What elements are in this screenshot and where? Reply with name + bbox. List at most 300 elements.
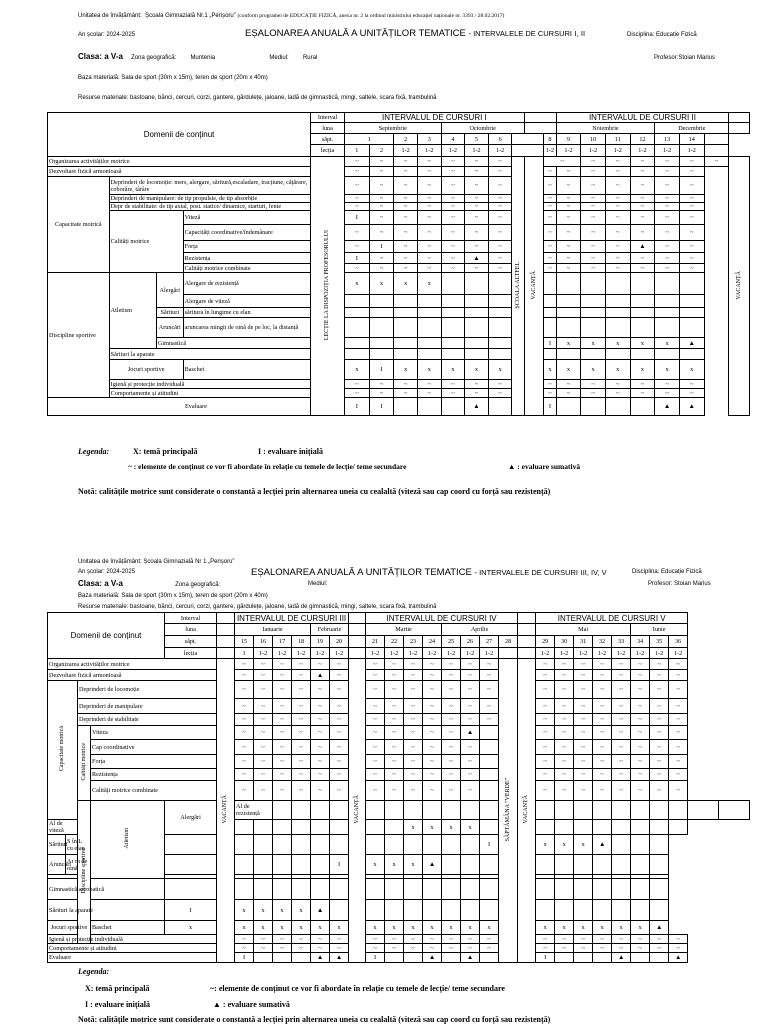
mark-cell [311, 879, 330, 900]
mark-cell [311, 855, 330, 875]
row-comport [48, 389, 750, 398]
mark-cell [254, 820, 273, 835]
mark-cell: ~ [679, 177, 704, 195]
mark-cell [345, 295, 370, 308]
row-label-alvit: Alergare de viteză [183, 295, 310, 308]
row-label-alrez: Alergare de rezistență [183, 273, 310, 295]
mark-cell: ~ [394, 241, 418, 253]
subtitle-text: - INTERVALELE DE CURSURI [468, 29, 572, 38]
lesson-cell: 1-2 [423, 648, 442, 659]
mark-cell: ~ [369, 177, 394, 195]
mark-cell: x [536, 921, 555, 935]
mark-cell: ~ [273, 935, 292, 944]
mark-cell: ~ [311, 755, 330, 769]
mark-cell: ~ [574, 726, 593, 740]
mark-cell: ~ [465, 389, 489, 398]
mark-cell: x [330, 921, 349, 935]
mark-cell: ~ [480, 714, 499, 726]
lesson-cell: 1-2 [441, 145, 465, 157]
mark-cell [330, 801, 349, 820]
mark-cell: x [605, 338, 630, 349]
mark-cell: ~ [417, 264, 441, 273]
mark-cell [254, 879, 273, 900]
row-label-saritl: săritura în lungime cu elan [183, 308, 310, 318]
month-may: Mai [536, 624, 631, 636]
lesson-cell: 1-2 [669, 648, 688, 659]
mark-cell [536, 801, 555, 820]
week-number: 31 [574, 636, 593, 648]
header-row [48, 613, 750, 624]
mark-cell: ▲ [311, 953, 330, 963]
week-number: 1 [345, 134, 394, 145]
row-label-coord: Capacități coordinative/îndemânare [183, 225, 310, 241]
mark-cell: ~ [441, 253, 465, 264]
mark-cell: ~ [330, 699, 349, 714]
lesson-cell: 1 [345, 145, 370, 157]
mark-cell: x [630, 360, 655, 380]
mark-cell: ~ [235, 659, 254, 670]
mark-cell [605, 308, 630, 318]
mark-cell [581, 349, 606, 360]
mark-cell [605, 318, 630, 338]
mark-cell: ▲ [655, 398, 680, 416]
material-resources-2: Resurse materiale: bastoane, bănci, cercuri, corzi, gantere, gărdulețe, jaloane, ladă de gimnastică, mingi, saltele, scara fixă, trambulină [78, 604, 437, 610]
mark-cell [345, 349, 370, 360]
mark-cell: ~ [593, 659, 612, 670]
mark-cell: ~ [669, 670, 688, 681]
mark-cell: I [369, 398, 394, 416]
row-loco [48, 177, 750, 195]
mark-cell: ~ [605, 203, 630, 211]
mark-cell: I [369, 360, 394, 380]
mark-cell: ~ [650, 726, 669, 740]
mark-cell: ~ [292, 681, 311, 699]
mark-cell: ~ [394, 177, 418, 195]
mark-cell [366, 900, 385, 921]
mark-cell: ~ [581, 195, 606, 203]
mark-cell: ~ [273, 670, 292, 681]
mark-cell: ~ [631, 944, 650, 953]
mark-cell: ~ [480, 699, 499, 714]
mark-cell: ~ [612, 659, 631, 670]
week-number: 32 [593, 636, 612, 648]
gap-cell [349, 636, 366, 648]
lesson-cell: 1-2 [273, 648, 292, 659]
mark-cell [366, 820, 385, 835]
lesson-cell: 1-2 [544, 145, 556, 157]
lesson-cell: 1-2 [605, 145, 630, 157]
mark-cell: ~ [593, 714, 612, 726]
mark-cell: ~ [630, 389, 655, 398]
legend-label-1: Legenda: [78, 447, 110, 456]
mark-cell [442, 879, 461, 900]
mark-cell: ~ [292, 935, 311, 944]
lesson-cell: 1-2 [593, 648, 612, 659]
title-text-2: EȘALONAREA ANUALĂ A UNITĂȚILOR TEMATICE [251, 567, 472, 578]
note-1: Notă: calitățile motrice sunt considerate o constantă a lecției prin alternarea uneia cu cealaltă (viteză sau cap coord cu forță sau rezistență) [78, 487, 551, 496]
mark-cell: ~ [650, 699, 669, 714]
mark-cell: ▲ [423, 855, 442, 875]
row-comb [48, 781, 750, 801]
mark-cell: ~ [394, 380, 418, 389]
mark-cell: ~ [311, 726, 330, 740]
row-org [48, 659, 750, 670]
mark-cell [292, 835, 311, 855]
mark-cell: ~ [630, 225, 655, 241]
mark-cell: ~ [441, 264, 465, 273]
mark-cell: ~ [345, 380, 370, 389]
mark-cell: ~ [345, 225, 370, 241]
row-label-comb: Calități motrice combinate [91, 781, 217, 801]
row-label-viteza: Viteza [91, 726, 217, 740]
mark-cell: ▲ [330, 953, 349, 963]
mark-cell [417, 308, 441, 318]
mark-cell [273, 855, 292, 875]
mark-cell: ~ [544, 264, 556, 273]
mark-cell: ~ [655, 253, 680, 264]
mark-cell: ~ [605, 264, 630, 273]
week-number: 6 [488, 134, 512, 145]
mark-cell: ~ [704, 157, 729, 167]
mark-cell [679, 318, 704, 338]
mark-cell: x [404, 855, 423, 875]
mark-cell [480, 781, 499, 801]
mark-cell: x [442, 921, 461, 935]
week-number: 26 [461, 636, 480, 648]
mark-cell: ~ [235, 935, 254, 944]
mark-cell: ~ [581, 177, 606, 195]
gap-cell [518, 624, 536, 636]
mark-cell: ▲ [311, 900, 330, 921]
mark-cell [423, 879, 442, 900]
mark-cell: ~ [235, 726, 254, 740]
mark-cell [556, 398, 581, 416]
mark-cell: ~ [488, 380, 512, 389]
mark-cell [345, 338, 370, 349]
week-number: 29 [536, 636, 555, 648]
mark-cell: ~ [442, 781, 461, 801]
lesson-cell: 1-2 [655, 145, 680, 157]
legend-sum-1: ▲ : evaluare sumativă [508, 462, 581, 471]
mark-cell: ~ [605, 380, 630, 389]
mark-cell: ~ [655, 241, 680, 253]
mark-cell [394, 295, 418, 308]
mark-cell: ~ [330, 726, 349, 740]
mark-cell [650, 820, 669, 835]
mark-cell [461, 801, 480, 820]
week-label: săpt. [165, 636, 217, 648]
row-label-alrez: Al de rezistență [235, 801, 273, 820]
mark-cell [555, 820, 574, 835]
running-label: Alergări [156, 273, 183, 308]
mark-cell [366, 801, 385, 820]
mark-cell: ~ [235, 681, 254, 699]
mark-cell: ~ [417, 380, 441, 389]
domains-header: Domenii de conținut [48, 613, 165, 659]
lesson-cell: 1-2 [630, 145, 655, 157]
mark-cell [292, 953, 311, 963]
mark-cell [404, 801, 423, 820]
throws-label: Aruncări [48, 855, 66, 875]
lesson-cell: 1-2 [581, 145, 606, 157]
mark-cell: ~ [345, 264, 370, 273]
row-label-baschet: Baschet [91, 921, 165, 935]
mark-cell: ~ [544, 211, 556, 225]
mark-cell [555, 900, 574, 921]
mark-cell: x [631, 921, 650, 935]
row-alrez [48, 801, 750, 820]
mark-cell: ~ [273, 769, 292, 781]
mark-cell [630, 349, 655, 360]
mark-cell [369, 349, 394, 360]
mark-cell [254, 835, 273, 855]
mark-cell: ~ [480, 670, 499, 681]
mark-cell: ~ [404, 781, 423, 801]
subtitle-text-2: - INTERVALELE DE CURSURI [474, 568, 578, 577]
mark-cell: ~ [394, 253, 418, 264]
mark-cell [679, 295, 704, 308]
row-dezv [48, 167, 750, 177]
mark-cell [235, 835, 254, 855]
mark-cell: ~ [417, 253, 441, 264]
mark-cell: ▲ [630, 241, 655, 253]
mark-cell: ~ [556, 264, 581, 273]
mark-cell: ~ [581, 389, 606, 398]
mark-cell: x [488, 360, 512, 380]
mark-cell: x [273, 921, 292, 935]
mark-cell [612, 820, 631, 835]
mark-cell: ~ [612, 670, 631, 681]
mark-cell [254, 953, 273, 963]
mark-cell: x [536, 835, 555, 855]
mark-cell: ~ [488, 195, 512, 203]
mark-cell [631, 953, 650, 963]
row-label-gimn: Gimnastică acrobatică [48, 879, 165, 900]
mark-cell: ▲ [650, 921, 669, 935]
mark-cell [612, 835, 631, 855]
mark-cell: ~ [480, 935, 499, 944]
month-nov: Noiembrie [556, 123, 655, 134]
mark-cell [488, 318, 512, 338]
mark-cell: ~ [394, 195, 418, 203]
mark-cell: ~ [366, 769, 385, 781]
mark-cell: ~ [369, 157, 394, 167]
mark-cell: ~ [441, 167, 465, 177]
mark-cell: ▲ [679, 398, 704, 416]
mark-cell [369, 308, 394, 318]
mark-cell: ~ [612, 699, 631, 714]
mark-cell [488, 398, 512, 416]
title-text: EȘALONAREA ANUALĂ A UNITĂȚILOR TEMATICE [245, 28, 466, 39]
mark-cell: ~ [442, 740, 461, 755]
lesson-label: lecția [165, 648, 217, 659]
month-dec: Decembrie [655, 123, 729, 134]
mark-cell: ~ [593, 699, 612, 714]
row-label-eval: Evaluare [48, 953, 217, 963]
mark-cell [544, 318, 556, 338]
mark-cell: ~ [544, 177, 556, 195]
mark-cell: ~ [311, 944, 330, 953]
mark-cell: ~ [480, 681, 499, 699]
mark-cell: x [345, 273, 370, 295]
mark-cell [605, 349, 630, 360]
week-number: 19 [311, 636, 330, 648]
mark-cell [441, 295, 465, 308]
mark-cell [417, 338, 441, 349]
mark-cell: ~ [417, 167, 441, 177]
mark-cell: ~ [593, 740, 612, 755]
mark-cell: ~ [311, 781, 330, 801]
row-gimn [48, 879, 750, 900]
row-viteza [48, 726, 750, 740]
mark-cell: ~ [612, 755, 631, 769]
mark-cell: ~ [461, 944, 480, 953]
mark-cell: ~ [555, 714, 574, 726]
row-label-forta: Forța [183, 241, 310, 253]
mark-cell: ~ [630, 177, 655, 195]
mark-cell: ~ [461, 935, 480, 944]
athletics-label: Atletism [109, 273, 156, 349]
mark-cell [544, 308, 556, 318]
legend-x-1: X: temă principală [133, 447, 198, 456]
mark-cell [461, 855, 480, 875]
mark-cell: ~ [345, 157, 370, 167]
mark-cell [480, 820, 499, 835]
mark-cell: ~ [581, 203, 606, 211]
mark-cell [631, 835, 650, 855]
mark-cell: ~ [630, 203, 655, 211]
row-manip [48, 699, 750, 714]
gap-cell [217, 613, 235, 624]
capacity-motor-label: Capacitate motrică [48, 177, 110, 273]
mark-cell: ~ [385, 769, 404, 781]
mark-cell: ~ [536, 740, 555, 755]
gap-cell [518, 648, 536, 659]
row-stab [48, 203, 750, 211]
lesson-cell: 1-2 [311, 648, 330, 659]
mark-cell: ~ [465, 380, 489, 389]
mark-cell: ~ [556, 203, 581, 211]
mark-cell: ~ [544, 241, 556, 253]
mark-cell [441, 349, 465, 360]
mark-cell: ▲ [465, 253, 489, 264]
mark-cell: x [655, 360, 680, 380]
mark-cell: ~ [423, 769, 442, 781]
mark-cell: ~ [555, 670, 574, 681]
mark-cell [555, 879, 574, 900]
mark-cell [581, 295, 606, 308]
mark-cell: x [574, 835, 593, 855]
sports-disciplines-label-label: Discipline sportive [80, 848, 87, 894]
mark-cell: x [461, 921, 480, 935]
row-viteza [48, 211, 750, 225]
mark-cell: ~ [605, 167, 630, 177]
motor-qualities-label: Calități motrice [109, 211, 183, 273]
env-label-2: Mediul: [308, 581, 328, 587]
row-manip [48, 195, 750, 203]
mark-cell [669, 820, 688, 835]
mark-cell: ~ [679, 225, 704, 241]
mark-cell: ~ [385, 670, 404, 681]
mark-cell: I [345, 398, 370, 416]
mark-cell: ~ [417, 241, 441, 253]
schedule-table-1 [47, 112, 750, 416]
row-label-forta: Forța [91, 755, 217, 769]
mark-cell [404, 879, 423, 900]
mark-cell: x [235, 921, 254, 935]
mark-cell: ~ [366, 935, 385, 944]
env-value: Rural [302, 55, 318, 61]
throws-label: Aruncări [156, 318, 183, 338]
row-dezv [48, 670, 750, 681]
mark-cell: ~ [574, 781, 593, 801]
mark-cell: ~ [366, 740, 385, 755]
mark-cell [544, 273, 556, 295]
gap-cell [349, 648, 366, 659]
interval-4-header: INTERVALUL DE CURSURI IV [366, 613, 518, 624]
mark-cell [311, 835, 330, 855]
mark-cell: ~ [330, 670, 349, 681]
week-number: 23 [404, 636, 423, 648]
mark-cell: ~ [254, 714, 273, 726]
mark-cell: ~ [555, 755, 574, 769]
mark-cell [581, 318, 606, 338]
mark-cell: ~ [292, 769, 311, 781]
mark-cell: ~ [593, 726, 612, 740]
mark-cell: ~ [385, 714, 404, 726]
mark-cell: ~ [655, 157, 680, 167]
week-number: 17 [273, 636, 292, 648]
mark-cell [165, 879, 217, 900]
lesson-cell: 1-2 [385, 648, 404, 659]
lesson-cell: 1-2 [536, 648, 555, 659]
week-number: 11 [605, 134, 630, 145]
lesson-cell: 1-2 [679, 145, 704, 157]
mark-cell: ~ [404, 670, 423, 681]
mark-cell: ~ [461, 670, 480, 681]
mark-cell: ~ [488, 177, 512, 195]
mark-cell: ~ [394, 157, 418, 167]
week-number: 25 [442, 636, 461, 648]
mark-cell [465, 273, 489, 295]
mark-cell: ~ [679, 157, 704, 167]
mark-cell: ~ [394, 203, 418, 211]
mark-cell [394, 318, 418, 338]
mark-cell: ~ [650, 935, 669, 944]
mark-cell [719, 801, 750, 820]
motor-qualities-label-label: Calități motrice [80, 743, 87, 781]
mark-cell [669, 801, 688, 820]
mark-cell: ~ [254, 740, 273, 755]
jumps-label: Sărituri [156, 308, 183, 318]
legend-sum-2: ▲ : evaluare sumativă [213, 1000, 290, 1009]
mark-cell [423, 801, 442, 820]
mark-cell: ~ [461, 681, 480, 699]
mark-cell: ~ [612, 726, 631, 740]
mark-cell: ~ [465, 241, 489, 253]
week-number: 2 [394, 134, 418, 145]
mark-cell: ~ [273, 726, 292, 740]
row-igiena [48, 380, 750, 389]
mark-cell: ~ [465, 157, 489, 167]
mark-cell: ~ [385, 740, 404, 755]
mark-cell: ~ [574, 944, 593, 953]
mark-cell: ~ [404, 699, 423, 714]
mark-cell: ~ [394, 225, 418, 241]
mark-cell [394, 338, 418, 349]
mark-cell [574, 900, 593, 921]
mark-cell: ~ [465, 195, 489, 203]
